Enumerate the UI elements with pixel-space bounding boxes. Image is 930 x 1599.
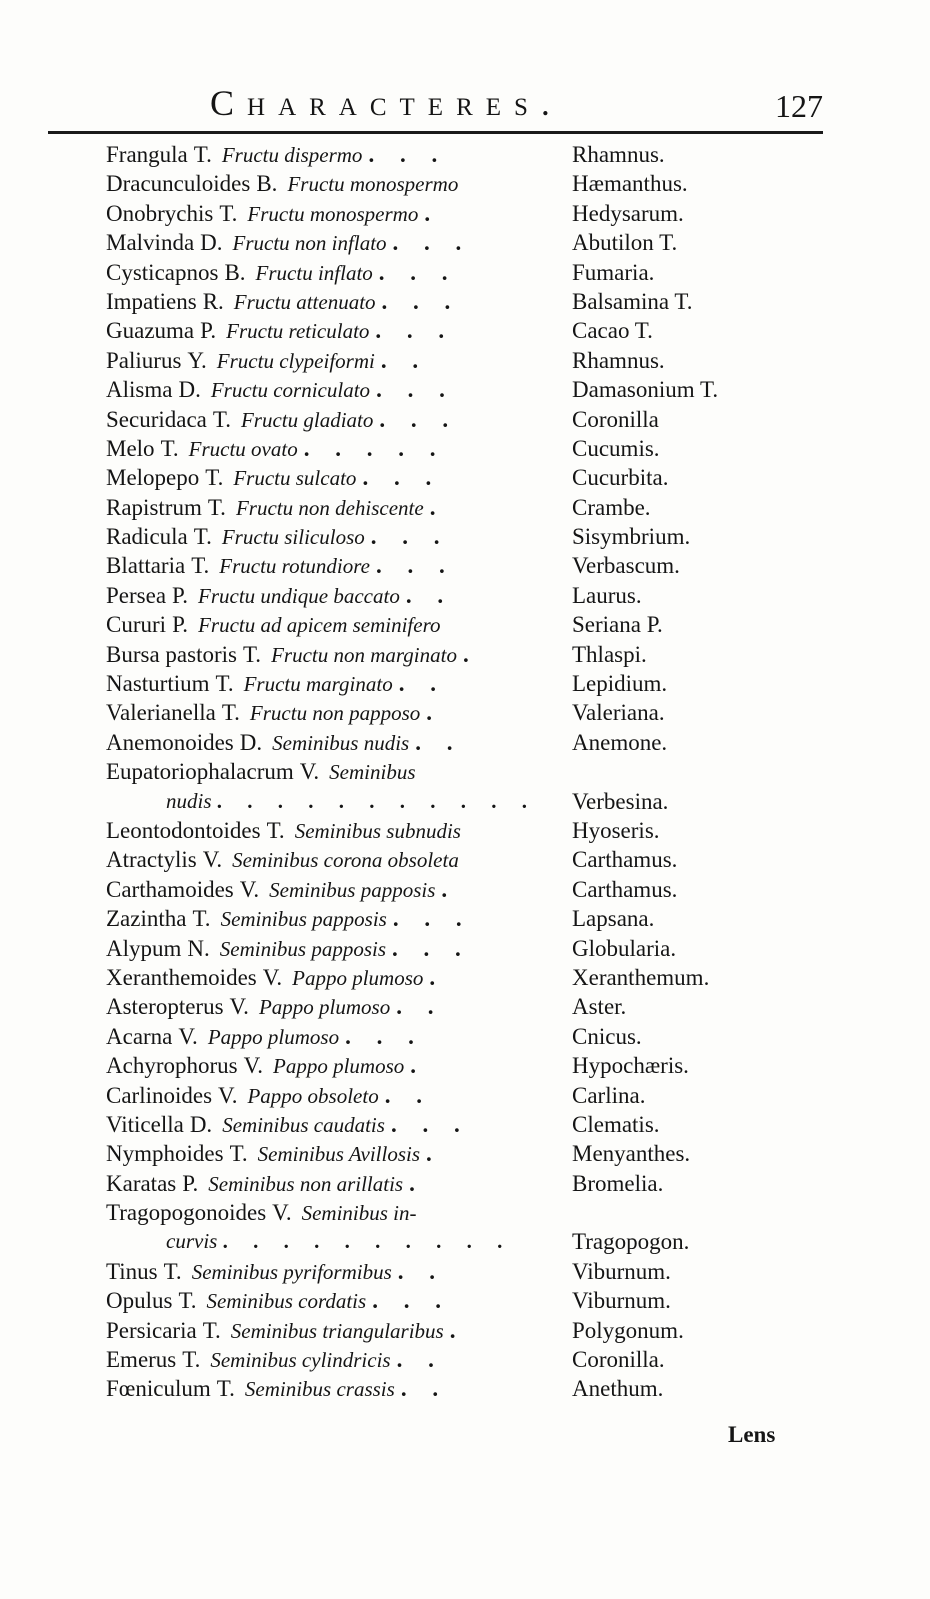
synonym-name: Hypochæris. xyxy=(572,1053,689,1079)
author-abbrev: T. xyxy=(160,435,179,461)
genus-name: Asteropterus xyxy=(106,994,224,1020)
leader-dots: . xyxy=(462,641,479,667)
author-abbrev: T. xyxy=(191,553,210,579)
character-text: Seminibus subnudis xyxy=(294,819,461,843)
list-item xyxy=(106,1024,806,1053)
leader-dots: . xyxy=(410,1053,426,1079)
character-text: Seminibus crassis xyxy=(244,1377,395,1402)
synonym-name: Crambe. xyxy=(572,494,651,520)
author-abbrev: T. xyxy=(178,1288,197,1314)
character-text: Seminibus papposis xyxy=(269,877,436,902)
author-abbrev: T. xyxy=(212,406,231,432)
catchword: Lens xyxy=(728,1422,776,1447)
genus-name: Acarna xyxy=(106,1023,173,1049)
synonym-name: Verbascum. xyxy=(572,553,680,579)
list-item xyxy=(106,818,806,847)
genus-name: Radicula xyxy=(106,524,188,550)
list-item xyxy=(106,289,806,318)
entry-left xyxy=(106,877,457,903)
list-item xyxy=(106,1288,806,1317)
list-item xyxy=(106,495,806,524)
character-text: Seminibus in- xyxy=(301,1201,417,1226)
genus-name: Frangula xyxy=(106,142,188,167)
list-item xyxy=(106,936,806,965)
genus-name: Cysticapnos xyxy=(106,259,219,285)
synonym-name: Aster. xyxy=(572,994,627,1020)
genus-name: Dracunculoides xyxy=(106,171,251,197)
leader-dots: . xyxy=(409,1170,425,1196)
genus-name: Persicaria xyxy=(106,1317,197,1343)
genus-name: Malvinda xyxy=(106,230,195,256)
author-abbrev: V. xyxy=(243,1053,263,1079)
list-item xyxy=(106,847,806,876)
leader-dots: . xyxy=(429,964,446,990)
entry-left xyxy=(106,642,479,668)
character-text: Fructu attenuato xyxy=(233,289,376,314)
author-abbrev: P. xyxy=(172,582,189,608)
entry-left xyxy=(106,524,450,550)
synonym-name: Carthamus. xyxy=(572,847,678,873)
synonym-name: Laurus. xyxy=(572,582,642,608)
list-item xyxy=(106,1259,806,1288)
entry-left xyxy=(106,1288,451,1314)
entry-left xyxy=(106,201,440,227)
synonym-name: Abutilon T. xyxy=(572,230,678,256)
character-text: Fructu corniculato xyxy=(210,378,371,403)
leader-dots: . . xyxy=(384,1082,432,1108)
page-header xyxy=(48,82,823,132)
character-text: Fructu gladiato xyxy=(240,407,374,432)
genus-name: Alypum xyxy=(106,935,182,961)
leader-dots: . . xyxy=(398,671,446,697)
author-abbrev: V. xyxy=(239,876,260,902)
author-abbrev: B. xyxy=(256,171,278,197)
synonym-name: Anemone. xyxy=(572,729,668,755)
synonym-name: Anethum. xyxy=(572,1376,664,1402)
list-item xyxy=(106,553,806,582)
list-item xyxy=(106,700,806,729)
entry-left xyxy=(106,818,461,844)
entry-left xyxy=(106,465,441,491)
list-item xyxy=(106,642,806,671)
character-text: Seminibus papposis xyxy=(219,936,387,961)
leader-dots: . . . . . xyxy=(303,435,446,461)
list-item xyxy=(106,965,806,994)
synonym-name: Bromelia. xyxy=(572,1170,664,1196)
header-rule xyxy=(48,131,823,134)
leader-dots: . . . . . . . . . . xyxy=(223,1229,514,1254)
list-item xyxy=(106,994,806,1023)
entry-left xyxy=(106,377,455,403)
author-abbrev: Y. xyxy=(187,347,207,373)
author-abbrev: V. xyxy=(178,1023,198,1049)
genus-name: Nymphoides xyxy=(106,1141,224,1167)
genus-name: Impatiens xyxy=(106,288,197,314)
synonym-list xyxy=(106,142,806,1406)
character-text: Seminibus nudis xyxy=(272,730,410,755)
synonym-name: Cucurbita. xyxy=(572,465,669,491)
genus-name: Tinus xyxy=(106,1258,158,1284)
author-abbrev: T. xyxy=(216,1376,235,1402)
character-text: Fructu non inflato xyxy=(232,231,387,256)
author-abbrev: D. xyxy=(200,230,223,256)
leader-dots: . . xyxy=(396,994,444,1020)
leader-dots: . . . xyxy=(368,142,448,167)
entry-left xyxy=(106,847,459,873)
author-abbrev: V. xyxy=(218,1082,238,1108)
character-text: Pappo plumoso xyxy=(273,1054,405,1079)
genus-name: Melo xyxy=(106,435,155,461)
author-abbrev: T. xyxy=(229,1141,248,1167)
genus-name: Valerianella xyxy=(106,700,216,726)
author-abbrev: T. xyxy=(242,641,262,667)
entry-left xyxy=(106,1083,432,1109)
entry-left xyxy=(106,965,445,991)
entry-left xyxy=(106,289,460,315)
entry-left xyxy=(106,1318,465,1344)
entry-left xyxy=(106,1259,445,1285)
continuation-line xyxy=(166,1229,513,1254)
genus-name: Melopepo xyxy=(106,465,200,491)
synonym-name: Valeriana. xyxy=(572,700,665,726)
list-item xyxy=(106,348,806,377)
entry-left xyxy=(106,260,458,286)
list-item xyxy=(106,1053,806,1082)
list-item xyxy=(106,612,806,641)
synonym-name: Rhamnus. xyxy=(572,347,665,373)
list-item xyxy=(106,1083,806,1112)
list-item xyxy=(106,260,806,289)
author-abbrev: B. xyxy=(224,259,246,285)
list-item xyxy=(106,906,806,935)
genus-name: Carthamoides xyxy=(106,876,234,902)
character-text: Fructu clypeiformi xyxy=(216,348,375,373)
list-item xyxy=(106,524,806,553)
synonym-name: Hæmanthus. xyxy=(572,171,688,197)
list-item xyxy=(106,583,806,612)
author-abbrev: T. xyxy=(221,700,240,726)
leader-dots: . xyxy=(429,494,446,520)
genus-name: Zazintha xyxy=(106,906,187,932)
character-text: Fructu rotundiore xyxy=(219,554,370,579)
entry-left xyxy=(106,142,447,168)
genus-name: Fœniculum xyxy=(106,1376,211,1402)
character-text: Fructu non marginato xyxy=(271,642,457,667)
character-text: Fructu reticulato xyxy=(226,319,370,344)
author-abbrev: R. xyxy=(202,288,224,314)
leader-dots: . xyxy=(441,876,458,902)
list-item xyxy=(106,318,806,347)
entry-left xyxy=(106,730,462,756)
entry-left xyxy=(106,936,471,962)
character-text: Fructu ad apicem seminifero xyxy=(198,613,441,638)
author-abbrev: T. xyxy=(182,1347,201,1373)
list-item xyxy=(106,465,806,494)
synonym-name: Verbesina. xyxy=(572,788,669,814)
leader-dots: . . xyxy=(415,729,463,755)
leader-dots: . . . xyxy=(362,465,442,491)
character-text: Fructu non papposo xyxy=(249,701,421,726)
leader-dots: . . xyxy=(397,1258,446,1284)
page-number: 127 xyxy=(775,88,823,124)
character-text: Fructu non dehiscente xyxy=(235,495,424,520)
character-text: Fructu siliculoso xyxy=(221,525,365,550)
entry-left xyxy=(106,1024,424,1050)
list-item xyxy=(106,1318,806,1347)
synonym-name: Seriana P. xyxy=(572,612,663,638)
list-item xyxy=(106,759,806,818)
character-text: Fructu inflato xyxy=(255,260,373,285)
synonym-name: Thlaspi. xyxy=(572,641,647,667)
leader-dots: . . . xyxy=(370,524,450,550)
genus-name: Nasturtium xyxy=(106,671,210,697)
genus-name: Bursa pastoris xyxy=(106,641,237,667)
synonym-name: Globularia. xyxy=(572,935,677,961)
list-item xyxy=(106,201,806,230)
entry-left xyxy=(106,553,455,579)
character-text: Fructu monospermo xyxy=(287,172,459,197)
leader-dots: . . . xyxy=(392,230,472,256)
synonym-name: Sisymbrium. xyxy=(572,524,691,550)
genus-name: Paliurus xyxy=(106,347,182,373)
synonym-name: Carthamus. xyxy=(572,876,678,902)
list-item xyxy=(106,1141,806,1170)
synonym-name: Coronilla xyxy=(572,406,659,432)
character-text: Seminibus caudatis xyxy=(222,1112,385,1137)
genus-name: Viticella xyxy=(106,1111,184,1137)
genus-name: Persea xyxy=(106,582,167,608)
genus-name: Emerus xyxy=(106,1347,177,1373)
character-text: Fructu marginato xyxy=(243,672,393,697)
character-text: Seminibus cylindricis xyxy=(210,1348,391,1373)
leader-dots: . . . . . . . . . . . xyxy=(217,788,538,813)
genus-name: Opulus xyxy=(106,1288,173,1314)
character-text: Fructu ovato xyxy=(188,436,298,461)
entry-left xyxy=(106,1141,442,1167)
author-abbrev: P. xyxy=(182,1170,199,1196)
list-item xyxy=(106,1347,806,1376)
continuation-text: curvis xyxy=(166,1229,218,1254)
genus-name: Rapistrum xyxy=(106,494,202,520)
character-text: Pappo plumoso xyxy=(207,1024,340,1049)
genus-name: Achyrophorus xyxy=(106,1053,238,1079)
genus-name: Eupatoriophalacrum xyxy=(106,759,294,785)
entry-left xyxy=(106,759,416,785)
leader-dots: . . . xyxy=(376,377,455,403)
synonym-name: Viburnum. xyxy=(572,1258,671,1284)
list-item xyxy=(106,230,806,259)
entry-left xyxy=(106,407,458,433)
author-abbrev: T. xyxy=(207,494,226,520)
entry-left xyxy=(106,700,442,726)
leader-dots: . . . xyxy=(390,1111,470,1137)
synonym-name: Fumaria. xyxy=(572,259,655,285)
synonym-name: Cucumis. xyxy=(572,435,660,461)
character-text: Seminibus papposis xyxy=(220,907,387,932)
character-text: Seminibus pyriformibus xyxy=(191,1259,392,1284)
author-abbrev: V. xyxy=(272,1200,292,1226)
genus-name: Xeranthemoides xyxy=(106,964,257,990)
synonym-name: Tragopogon. xyxy=(572,1229,690,1255)
genus-name: Securidaca xyxy=(106,406,207,432)
leader-dots: . xyxy=(426,700,442,726)
synonym-name: Hedysarum. xyxy=(572,200,684,226)
character-text: Seminibus non arillatis xyxy=(208,1171,404,1196)
entry-left xyxy=(106,230,471,256)
leader-dots: . . xyxy=(405,582,454,608)
author-abbrev: T. xyxy=(266,818,285,843)
author-abbrev: V. xyxy=(229,994,249,1020)
list-item xyxy=(106,407,806,436)
author-abbrev: D. xyxy=(178,377,201,403)
author-abbrev: P. xyxy=(172,612,189,638)
synonym-name: Lapsana. xyxy=(572,906,655,932)
synonym-name: Clematis. xyxy=(572,1111,660,1137)
entry-left xyxy=(106,906,472,932)
leader-dots: . . xyxy=(396,1347,444,1373)
entry-left xyxy=(106,1171,425,1197)
synonym-name: Cacao T. xyxy=(572,318,653,344)
leader-dots: . . . xyxy=(372,1288,451,1314)
synonym-name: Lepidium. xyxy=(572,671,668,697)
character-text: Fructu dispermo xyxy=(221,143,363,167)
list-item xyxy=(106,171,806,200)
continuation-line xyxy=(166,789,538,814)
leader-dots: . . . xyxy=(375,318,455,344)
leader-dots: . xyxy=(426,1141,442,1167)
author-abbrev: D. xyxy=(189,1111,213,1137)
genus-name: Tragopogonoides xyxy=(106,1200,267,1226)
leader-dots: . . xyxy=(380,347,429,373)
leader-dots: . . . xyxy=(378,259,458,285)
entry-left xyxy=(106,1347,444,1373)
list-item xyxy=(106,671,806,700)
leader-dots: . . . xyxy=(392,935,471,961)
author-abbrev: T. xyxy=(202,1317,221,1343)
entry-left xyxy=(106,348,428,374)
leader-dots: . . . xyxy=(392,906,472,932)
genus-name: Guazuma xyxy=(106,318,195,344)
list-item xyxy=(106,436,806,465)
entry-left xyxy=(106,612,441,638)
character-text: Pappo plumoso xyxy=(258,995,391,1020)
character-text: Fructu undique baccato xyxy=(198,583,400,608)
synonym-name: Balsamina T. xyxy=(572,288,693,314)
synonym-name: Menyanthes. xyxy=(572,1141,691,1167)
list-item xyxy=(106,142,806,171)
author-abbrev: T. xyxy=(192,906,211,932)
author-abbrev: D. xyxy=(239,729,263,755)
genus-name: Carlinoides xyxy=(106,1082,213,1108)
genus-name: Atractylis xyxy=(106,847,197,873)
leader-dots: . . . xyxy=(345,1023,424,1049)
author-abbrev: T. xyxy=(215,671,234,697)
leader-dots: . xyxy=(449,1317,466,1343)
list-item xyxy=(106,1171,806,1200)
author-abbrev: T. xyxy=(163,1258,182,1284)
entry-left xyxy=(106,171,458,197)
genus-name: Karatas xyxy=(106,1170,177,1196)
leader-dots: . . . xyxy=(379,406,459,432)
synonym-name: Cnicus. xyxy=(572,1023,642,1049)
character-text: Seminibus Avillosis xyxy=(257,1142,421,1167)
character-text: Seminibus cordatis xyxy=(206,1289,367,1314)
synonym-name: Hyoseris. xyxy=(572,818,660,843)
character-text: Fructu monospermo xyxy=(247,201,419,226)
list-item xyxy=(106,877,806,906)
author-abbrev: T. xyxy=(193,142,212,167)
synonym-name: Damasonium T. xyxy=(572,377,719,403)
author-abbrev: T. xyxy=(219,200,238,226)
synonym-name: Viburnum. xyxy=(572,1288,671,1314)
author-abbrev: V. xyxy=(299,759,320,785)
author-abbrev: P. xyxy=(200,318,217,344)
list-item xyxy=(106,1200,806,1259)
leader-dots: . . xyxy=(400,1376,449,1402)
entry-left xyxy=(106,1112,470,1138)
entry-left xyxy=(106,671,446,697)
genus-name: Anemonoides xyxy=(106,729,234,755)
character-text: Pappo plumoso xyxy=(292,965,424,990)
author-abbrev: T. xyxy=(205,465,224,491)
entry-left xyxy=(106,994,443,1020)
synonym-name: Xeranthemum. xyxy=(572,964,710,990)
author-abbrev: V. xyxy=(202,847,223,873)
character-text: Seminibus triangularibus xyxy=(230,1318,444,1343)
entry-left xyxy=(106,495,445,521)
genus-name: Cururi xyxy=(106,612,167,638)
author-abbrev: T. xyxy=(193,524,212,550)
entry-left xyxy=(106,583,453,609)
genus-name: Leontodontoides xyxy=(106,818,261,843)
genus-name: Alisma xyxy=(106,377,173,403)
character-text: Seminibus xyxy=(329,760,416,785)
author-abbrev: N. xyxy=(187,935,210,961)
character-text: Fructu sulcato xyxy=(233,466,357,491)
genus-name: Onobrychis xyxy=(106,200,214,226)
genus-name: Blattaria xyxy=(106,553,186,579)
entry-left xyxy=(106,318,454,344)
list-item xyxy=(106,1112,806,1141)
character-text: Seminibus corona obsoleta xyxy=(232,848,459,873)
entry-left xyxy=(106,436,445,462)
synonym-name: Rhamnus. xyxy=(572,142,665,167)
author-abbrev: V. xyxy=(262,964,283,990)
leader-dots: . . . xyxy=(375,553,455,579)
list-item xyxy=(106,377,806,406)
synonym-name: Coronilla. xyxy=(572,1347,665,1373)
entry-left xyxy=(106,1376,448,1402)
running-title: Characteres. xyxy=(210,83,563,123)
synonym-name: Polygonum. xyxy=(572,1317,684,1343)
character-text: Pappo obsoleto xyxy=(247,1083,379,1108)
leader-dots: . xyxy=(424,200,441,226)
continuation-text: nudis xyxy=(166,788,212,813)
leader-dots: . . . xyxy=(381,288,461,314)
synonym-name: Carlina. xyxy=(572,1082,646,1108)
list-item xyxy=(106,1376,806,1405)
entry-left xyxy=(106,1053,426,1079)
entry-left xyxy=(106,1200,416,1226)
list-item xyxy=(106,730,806,759)
